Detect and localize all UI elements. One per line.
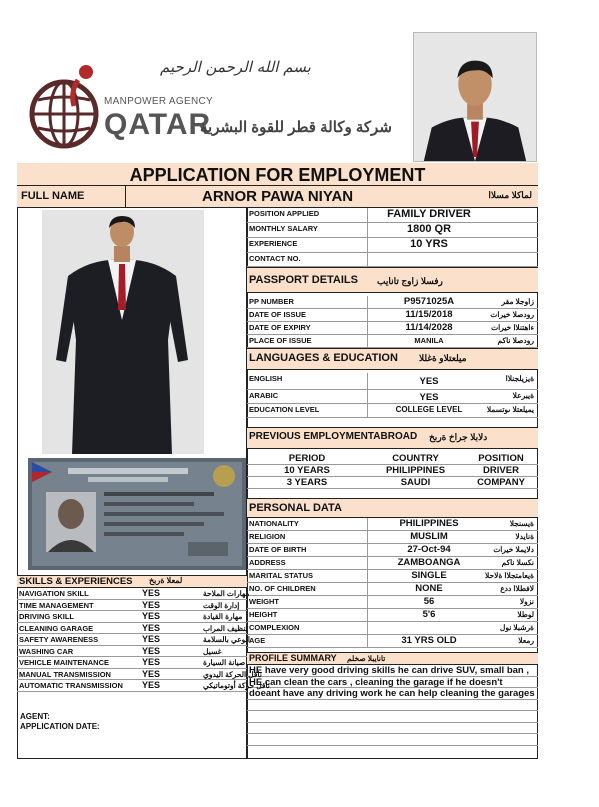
agency-label: MANPOWER AGENCY xyxy=(104,96,213,107)
skill-row xyxy=(17,668,262,681)
passport-row xyxy=(247,335,538,348)
row-label: ENGLISH xyxy=(249,374,283,383)
job-label: EXPERIENCE xyxy=(249,239,298,248)
skill-arabic-label: مهارات الملاحة xyxy=(203,589,250,598)
skill-arabic-label: ناقل حركة أوتوماتيكي xyxy=(203,681,270,690)
personal-data-row xyxy=(247,557,538,570)
job-row-experience xyxy=(247,238,538,253)
row-label: DATE OF BIRTH xyxy=(249,545,307,554)
language-row xyxy=(247,373,538,390)
section-title: PROFILE SUMMARY xyxy=(249,653,337,663)
section-title-arabic: رفسلا زاوج تانايب xyxy=(377,276,443,286)
row-label: RELIGION xyxy=(249,532,286,541)
row-value: P9571025A xyxy=(403,296,455,307)
cell: 3 YEARS xyxy=(286,477,328,488)
skill-arabic-label: تنظيف المراب xyxy=(203,623,248,633)
skill-value: YES xyxy=(141,668,160,679)
name-divider xyxy=(125,186,126,208)
job-row-salary xyxy=(247,223,538,238)
row-label: MARITAL STATUS xyxy=(249,571,314,580)
personal-data-row xyxy=(247,583,538,596)
skill-label: VEHICLE MAINTENANCE xyxy=(19,658,110,667)
previous-employment-section-header xyxy=(247,427,538,449)
employment-row xyxy=(247,465,538,477)
job-value: 1800 QR xyxy=(406,223,452,235)
row-arabic-label: لوطلا xyxy=(517,610,534,619)
section-title: PASSPORT DETAILS xyxy=(249,274,358,286)
row-arabic-label: دلايملا خيرات xyxy=(493,545,534,554)
applicant-full-photo xyxy=(42,210,204,454)
skill-label: AUTOMATIC TRANSMISSION xyxy=(19,681,123,690)
row-arabic-label: ءاهتنلاا خيرات xyxy=(491,323,534,332)
skill-label: SAFETY AWARENESS xyxy=(19,635,99,644)
column-header: COUNTRY xyxy=(392,453,439,464)
form-title: APPLICATION FOR EMPLOYMENT xyxy=(17,163,538,186)
profile-summary-line: HE have very good driving skills he can drive SUV, small ban , xyxy=(247,665,538,677)
calligraphy-text: بسم الله الرحمن الرحيم xyxy=(160,58,311,76)
agent-label: AGENT: xyxy=(20,712,50,721)
row-value: COLLEGE LEVEL xyxy=(395,405,463,414)
row-value: 5'6 xyxy=(422,609,436,620)
skill-value: YES xyxy=(141,622,160,633)
row-value: 11/15/2018 xyxy=(405,309,453,320)
skill-label: TIME MANAGEMENT xyxy=(19,600,94,610)
row-value: MANILA xyxy=(414,336,444,345)
cell: COMPANY xyxy=(477,477,525,488)
skill-value: YES xyxy=(141,645,160,656)
skill-row xyxy=(17,634,250,646)
cell: PHILIPPINES xyxy=(385,465,446,476)
row-arabic-label: رودصلا خيرات xyxy=(490,310,534,319)
personal-data-row xyxy=(247,570,538,583)
job-value: FAMILY DRIVER xyxy=(387,208,471,220)
row-arabic-label: ةرشبلا نول xyxy=(499,623,534,632)
passport-section-header xyxy=(247,267,538,293)
profile-summary-line: HE can clean the cars , cleaning the garage if he doesn't xyxy=(247,677,538,689)
full-name-value: ARNOR PAWA NIYAN xyxy=(202,188,354,205)
row-arabic-label: ةيبرعلا xyxy=(512,391,534,400)
column-header: POSITION xyxy=(478,453,524,464)
skill-row xyxy=(17,623,247,635)
personal-data-row xyxy=(247,622,538,635)
employment-table-header xyxy=(247,453,538,465)
section-title: SKILLS & EXPERIENCES xyxy=(19,576,133,587)
column-header: PERIOD xyxy=(288,453,326,464)
personal-data-row xyxy=(247,609,538,622)
skill-arabic-label: الوعي بالسلامة xyxy=(203,635,250,644)
section-title: LANGUAGES & EDUCATION xyxy=(249,352,398,364)
row-arabic-label: رودصلا ناكم xyxy=(497,336,534,345)
full-name-arabic-label: لماكلا مسلاا xyxy=(488,190,532,200)
personal-data-section-header xyxy=(247,498,538,518)
row-label: DATE OF EXPIRY xyxy=(249,323,311,332)
row-label: EDUCATION LEVEL xyxy=(249,405,320,414)
row-label: HEIGHT xyxy=(249,610,278,619)
skill-row xyxy=(17,680,270,692)
row-arabic-label: ةيسنجلا xyxy=(509,519,534,528)
profile-summary-section-header xyxy=(247,652,538,665)
row-value: PHILIPPINES xyxy=(399,518,459,529)
skill-arabic-label: إدارة الوقت xyxy=(203,600,240,610)
skill-row xyxy=(17,588,250,600)
row-label: ADDRESS xyxy=(249,558,286,567)
skill-label: DRIVING SKILL xyxy=(19,612,75,621)
skill-row xyxy=(17,657,247,669)
row-label: NO. OF CHILDREN xyxy=(249,584,316,593)
row-label: AGE xyxy=(249,636,266,645)
skill-row xyxy=(17,611,247,623)
personal-data-row xyxy=(247,531,538,544)
profile-summary-line: doeant have any driving work he can help cleaning the garages xyxy=(247,688,538,700)
row-value: YES xyxy=(419,392,439,403)
section-title-arabic: تانايبلا صخلم xyxy=(347,654,386,663)
job-label: MONTHLY SALARY xyxy=(249,224,318,233)
row-value: NONE xyxy=(415,583,443,594)
agency-logo xyxy=(28,58,100,150)
skill-value: YES xyxy=(141,657,160,667)
cell: SAUDI xyxy=(400,477,431,488)
skill-arabic-label: مهارة القيادة xyxy=(203,612,243,621)
row-arabic-label: ةيعامتجلاا ةلاحلا xyxy=(484,571,534,580)
row-arabic-label: لافطلاا ددع xyxy=(500,584,534,593)
row-value: 31 YRS OLD xyxy=(401,635,457,646)
row-arabic-label: زاوجلا مقر xyxy=(501,297,534,306)
job-row-position xyxy=(247,208,538,223)
passport-row xyxy=(247,309,538,322)
section-title-arabic: لمعلا ةربخ xyxy=(149,576,183,585)
skill-label: MANUAL TRANSMISSION xyxy=(19,669,111,679)
row-label: NATIONALITY xyxy=(249,519,299,528)
profile-summary-line xyxy=(247,711,538,723)
row-arabic-label: ةيزيلجنلاا xyxy=(505,374,534,383)
personal-data-row xyxy=(247,596,538,609)
row-arabic-label: نكسلا ناكم xyxy=(501,558,534,567)
row-label: PLACE OF ISSUE xyxy=(249,336,312,345)
drivers-license-image xyxy=(28,458,246,570)
skill-row xyxy=(17,646,247,658)
job-label: POSITION APPLIED xyxy=(249,209,320,218)
passport-row xyxy=(247,322,538,335)
skill-row xyxy=(17,600,247,612)
agency-arabic-name: شركة وكالة قطر للقوة البشرية xyxy=(200,119,392,136)
skills-section-header xyxy=(17,575,247,588)
row-value: YES xyxy=(419,376,439,387)
applicant-headshot xyxy=(413,32,537,162)
row-label: ARABIC xyxy=(249,391,279,400)
job-row-contact xyxy=(247,253,538,267)
skill-arabic-label: غسيل xyxy=(203,646,222,656)
skill-value: YES xyxy=(141,611,160,621)
skill-value: YES xyxy=(141,634,160,644)
job-value: 10 YRS xyxy=(410,238,448,250)
cell: 10 YEARS xyxy=(284,465,330,476)
row-arabic-label: يميلعتلا ىوتسملا xyxy=(486,405,534,414)
cell: DRIVER xyxy=(483,465,519,476)
skill-arabic-label: ناقل الحركة اليدوي xyxy=(203,669,262,679)
personal-data-row xyxy=(247,518,538,531)
row-arabic-label: نزولا xyxy=(519,597,534,606)
section-title-arabic: دلابلا جراخ ةربخ xyxy=(429,432,488,442)
full-name-label: FULL NAME xyxy=(21,190,85,202)
full-name-row xyxy=(17,186,538,208)
row-arabic-label: ةنايدلا xyxy=(515,532,534,541)
job-label: CONTACT NO. xyxy=(249,254,301,263)
section-title: PERSONAL DATA xyxy=(249,502,342,514)
row-value: 27-Oct-94 xyxy=(407,544,451,555)
skill-value: YES xyxy=(141,599,160,610)
language-row xyxy=(247,390,538,404)
row-value: SINGLE xyxy=(411,570,447,581)
row-value: MUSLIM xyxy=(410,531,448,542)
personal-data-row xyxy=(247,635,538,648)
row-value: 11/14/2028 xyxy=(405,322,453,333)
skill-label: NAVIGATION SKILL xyxy=(19,589,89,598)
languages-section-header xyxy=(247,348,538,370)
section-title: PREVIOUS EMPLOYMENTABROAD xyxy=(249,431,418,442)
skill-value: YES xyxy=(141,588,160,598)
application-date-label: APPLICATION DATE: xyxy=(20,722,100,731)
profile-summary-line xyxy=(247,734,538,746)
employment-row xyxy=(247,477,538,489)
profile-summary-line xyxy=(247,700,538,712)
passport-row xyxy=(247,296,538,309)
row-label: DATE OF ISSUE xyxy=(249,310,306,319)
row-value: ZAMBOANGA xyxy=(397,557,461,568)
skill-label: WASHING CAR xyxy=(19,646,74,656)
row-label: COMPLEXION xyxy=(249,623,300,632)
profile-summary-line xyxy=(247,723,538,735)
skill-arabic-label: صيانة السيارة xyxy=(203,658,246,667)
row-value: 56 xyxy=(423,596,435,607)
section-title-arabic: ميلعتلاو ةغللا xyxy=(419,353,467,363)
skill-value: YES xyxy=(141,680,160,690)
row-arabic-label: رمعلا xyxy=(518,636,534,645)
skill-label: CLEANING GARAGE xyxy=(19,623,94,633)
agency-name: QATAR xyxy=(104,108,212,141)
row-label: PP NUMBER xyxy=(249,297,294,306)
row-label: WEIGHT xyxy=(249,597,279,606)
language-row xyxy=(247,404,538,418)
personal-data-row xyxy=(247,544,538,557)
